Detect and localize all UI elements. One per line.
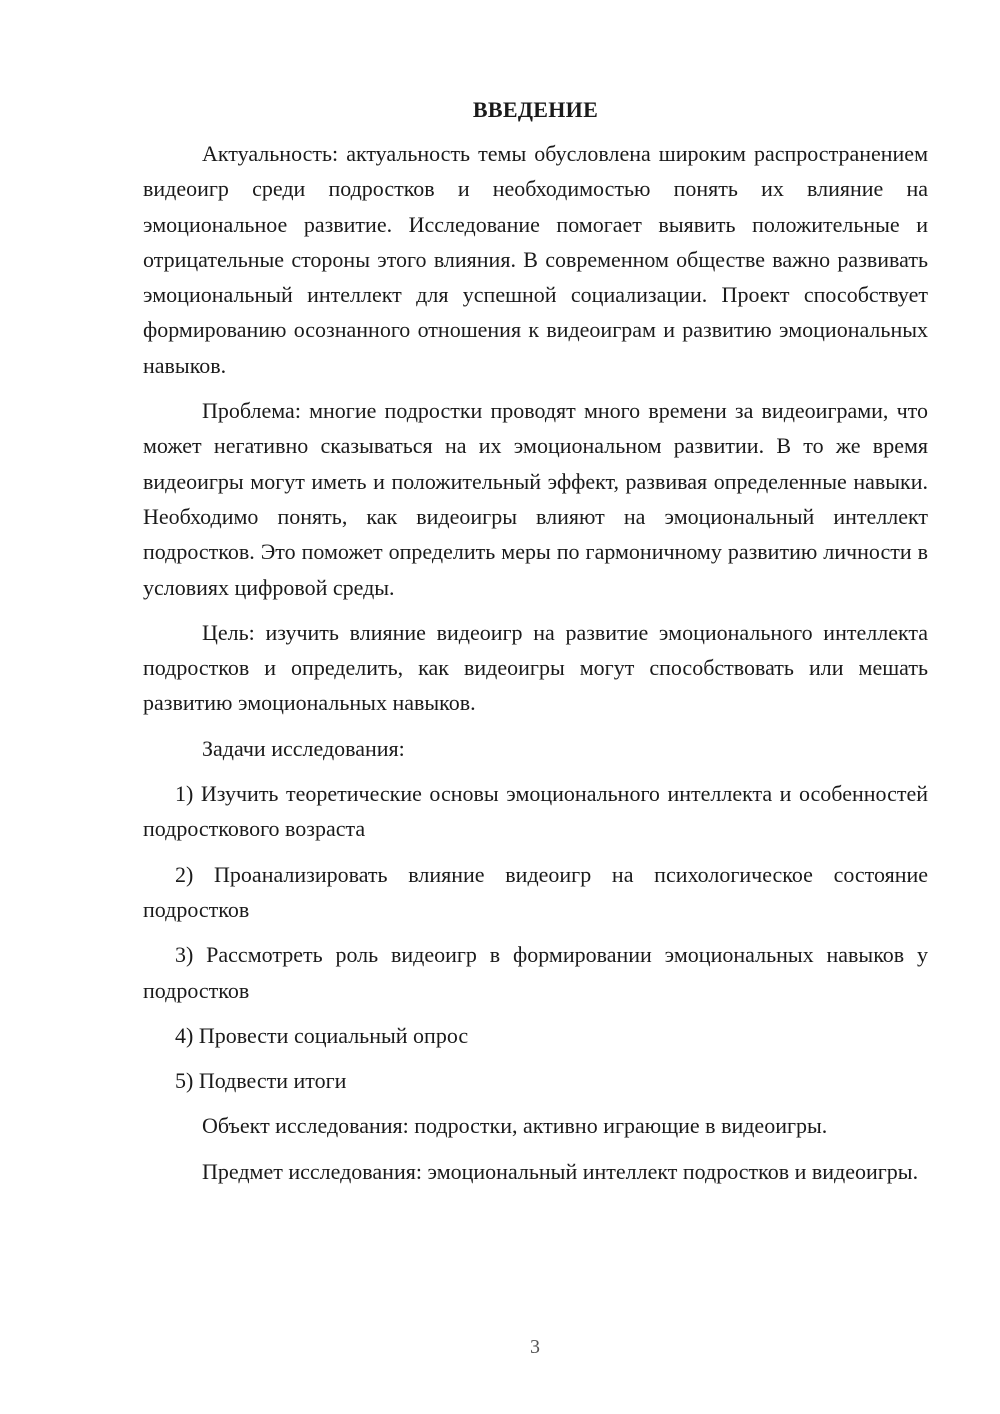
section-title: ВВЕДЕНИЕ: [472, 97, 599, 122]
tasks-heading: Задачи исследования:: [202, 735, 405, 761]
page-number: 3: [530, 1336, 540, 1358]
paragraph-subject: Предмет исследования: эмоциональный интеллект подростков и видеоигры.: [202, 1158, 919, 1184]
task-item: 5) Подвести итоги: [175, 1068, 347, 1094]
paragraph-goal: Цель: изучить влияние видеоигр на развитие эмоционального интеллекта подростков и определить, как видеоигры могут способствовать или мешать развитию эмоциональных навыков.: [143, 619, 928, 716]
task-item: 4) Провести социальный опрос: [175, 1022, 469, 1048]
paragraph-object: Объект исследования: подростки, активно играющие в видеоигры.: [202, 1113, 828, 1139]
task-item: 2) Проанализировать влияние видеоигр на психологическое состояние подростков: [143, 861, 928, 922]
task-item: 1) Изучить теоретические основы эмоционального интеллекта и особенностей подросткового возраста: [143, 781, 928, 842]
paragraph-relevance: Актуальность: актуальность темы обусловлена широким распространением видеоигр среди подростков и необходимостью понять их влияние на эмоциональное развитие. Исследование помогает выявить положительные и отрицательные стороны этого влияния. В современном обществе важно развивать эмоциональный интеллект для успешной социализации. Проект способствует формированию осознанного отношения к видеоиграм и развитию эмоциональных навыков.: [143, 141, 928, 378]
task-item: 3) Рассмотреть роль видеоигр в формировании эмоциональных навыков у подростков: [143, 942, 928, 1003]
paragraph-problem: Проблема: многие подростки проводят много времени за видеоиграми, что может негативно сказываться на их эмоциональном развитии. В то же время видеоигры могут иметь и положительный эффект, развивая определенные навыки. Необходимо понять, как видеоигры влияют на эмоциональный интеллект подростков. Это поможет определить меры по гармоничному развитию личности в условиях цифровой среды.: [143, 398, 928, 600]
page-content: [143, 94, 928, 1199]
